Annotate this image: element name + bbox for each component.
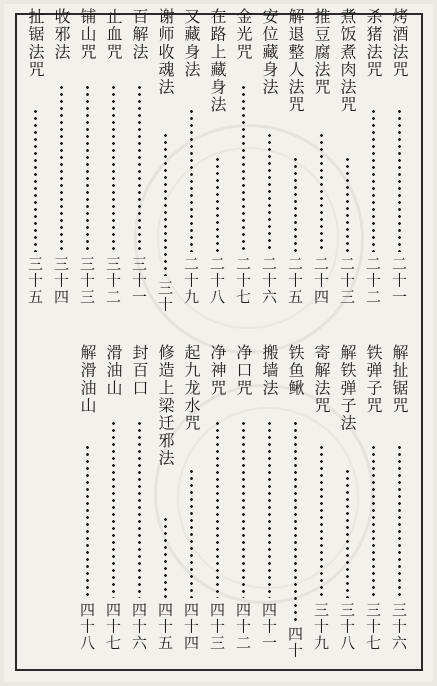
toc-entry-page-number: 四十四 xyxy=(182,602,200,652)
toc-entry-title: 百解法 xyxy=(130,8,149,61)
toc-entry[interactable] xyxy=(361,344,385,674)
toc-entry-title: 烤酒法咒 xyxy=(390,8,409,79)
toc-entry-page-number: 四十二 xyxy=(234,602,252,652)
toc-entry[interactable] xyxy=(127,344,151,674)
toc-entry-page-number: 二十五 xyxy=(286,256,304,306)
toc-entry[interactable] xyxy=(179,8,203,328)
toc-entry[interactable] xyxy=(153,344,177,674)
toc-entry[interactable] xyxy=(309,8,333,328)
toc-entry[interactable] xyxy=(335,8,359,328)
toc-entry-title: 杀猪法咒 xyxy=(364,8,383,79)
toc-entry-title: 止血咒 xyxy=(104,8,123,61)
toc-entry[interactable] xyxy=(127,8,151,328)
toc-entry-page-number: 三十九 xyxy=(312,602,330,652)
dot-leader xyxy=(242,84,245,252)
toc-entry[interactable] xyxy=(309,344,333,674)
dot-leader xyxy=(164,516,167,598)
dot-leader xyxy=(242,420,245,598)
toc-entry[interactable] xyxy=(205,344,229,674)
toc-entry[interactable] xyxy=(179,344,203,674)
dot-leader xyxy=(398,444,401,598)
toc-entry-page-number: 三十七 xyxy=(364,602,382,652)
toc-entry[interactable] xyxy=(335,344,359,674)
toc-entry-title: 金光咒 xyxy=(234,8,253,61)
toc-entry-title: 修造上梁迁邪法 xyxy=(156,344,175,468)
dot-leader xyxy=(294,420,297,622)
dot-leader xyxy=(398,108,401,252)
toc-entry[interactable] xyxy=(283,8,307,328)
toc-entry[interactable] xyxy=(231,8,255,328)
toc-entry-title: 安位藏身法 xyxy=(260,8,279,96)
toc-entry[interactable] xyxy=(205,8,229,328)
toc-entry-title: 解退整人法咒 xyxy=(286,8,305,114)
dot-leader xyxy=(60,84,63,252)
toc-entry-title: 推豆腐法咒 xyxy=(312,8,331,96)
toc-entry-page-number: 三十 xyxy=(156,280,174,313)
toc-entry-page-number: 四十三 xyxy=(208,602,226,652)
toc-entry[interactable] xyxy=(23,8,47,328)
toc-entry-page-number: 三十五 xyxy=(26,256,44,306)
toc-entry-title: 滑油山 xyxy=(104,344,123,397)
toc-entry-title: 谢师收魂法 xyxy=(156,8,175,96)
toc-entry-page-number: 二十二 xyxy=(364,256,382,306)
toc-entry-page-number: 二十三 xyxy=(338,256,356,306)
dot-leader xyxy=(164,132,167,276)
toc-entry[interactable] xyxy=(101,8,125,328)
dot-leader xyxy=(320,444,323,598)
toc-entry[interactable] xyxy=(257,344,281,674)
toc-entry-page-number: 三十六 xyxy=(390,602,408,652)
dot-leader xyxy=(294,156,297,252)
toc-entry[interactable] xyxy=(101,344,125,674)
dot-leader xyxy=(216,156,219,252)
toc-entry-page-number: 二十八 xyxy=(208,256,226,306)
toc-entry[interactable] xyxy=(257,8,281,328)
toc-entry-title: 扯锯法咒 xyxy=(26,8,45,79)
toc-entry-title: 搬墙法 xyxy=(260,344,279,397)
toc-entry[interactable] xyxy=(75,8,99,328)
dot-leader xyxy=(112,420,115,598)
toc-entry-page-number: 二十九 xyxy=(182,256,200,306)
toc-entry-title: 铁鱼鳅 xyxy=(286,344,305,397)
dot-leader xyxy=(138,84,141,252)
toc-entry-page-number: 四十五 xyxy=(156,602,174,652)
toc-entry[interactable] xyxy=(75,344,99,674)
toc-entry-title: 解铁弹子法 xyxy=(338,344,357,432)
dot-leader xyxy=(112,84,115,252)
toc-entry-page-number: 四十 xyxy=(286,626,304,659)
toc-entry-title: 起九龙水咒 xyxy=(182,344,201,432)
toc-entry-page-number: 三十一 xyxy=(130,256,148,306)
toc-entry-page-number: 二十七 xyxy=(234,256,252,306)
toc-entry[interactable] xyxy=(387,8,411,328)
toc-entry-title: 解扯锯咒 xyxy=(390,344,409,415)
dot-leader xyxy=(268,132,271,252)
dot-leader xyxy=(372,444,375,598)
dot-leader xyxy=(86,84,89,252)
dot-leader xyxy=(86,444,89,598)
toc-entry-page-number: 四十七 xyxy=(104,602,122,652)
toc-entry[interactable] xyxy=(49,8,73,328)
toc-entry-page-number: 三十三 xyxy=(78,256,96,306)
toc-entry-title: 净神咒 xyxy=(208,344,227,397)
toc-entry-page-number: 四十一 xyxy=(260,602,278,652)
toc-entry-title: 净口咒 xyxy=(234,344,253,397)
toc-entry-page-number: 三十二 xyxy=(104,256,122,306)
toc-entry[interactable] xyxy=(231,344,255,674)
toc-entry-title: 又藏身法 xyxy=(182,8,201,79)
toc-entry-page-number: 三十四 xyxy=(52,256,70,306)
toc-entry-title: 寄解法咒 xyxy=(312,344,331,415)
toc-entry-page-number: 三十八 xyxy=(338,602,356,652)
dot-leader xyxy=(372,108,375,252)
dot-leader xyxy=(190,108,193,252)
dot-leader xyxy=(34,108,37,252)
dot-leader xyxy=(190,468,193,598)
toc-entry[interactable] xyxy=(153,8,177,328)
toc-entry-title: 煮饭煮肉法咒 xyxy=(338,8,357,114)
toc-entry-title: 铁弹子咒 xyxy=(364,344,383,415)
toc-entry-page-number: 二十四 xyxy=(312,256,330,306)
dot-leader xyxy=(268,420,271,598)
toc-entry-title: 封百口 xyxy=(130,344,149,397)
toc-entry-title: 在路上藏身法 xyxy=(208,8,227,114)
toc-entry-title: 收邪法 xyxy=(52,8,71,61)
book-page xyxy=(4,4,433,682)
toc-entry-title: 解滑油山 xyxy=(78,344,97,415)
toc-entry[interactable] xyxy=(387,344,411,674)
toc-entry-page-number: 四十六 xyxy=(130,602,148,652)
toc-entry-title: 铺山咒 xyxy=(78,8,97,61)
toc-entry[interactable] xyxy=(283,344,307,674)
dot-leader xyxy=(346,468,349,598)
dot-leader xyxy=(216,420,219,598)
toc-entry-page-number: 二十六 xyxy=(260,256,278,306)
toc-entry[interactable] xyxy=(361,8,385,328)
dot-leader xyxy=(138,420,141,598)
toc-entry-page-number: 二十一 xyxy=(390,256,408,306)
dot-leader xyxy=(346,156,349,252)
dot-leader xyxy=(320,132,323,252)
toc-entry-page-number: 四十八 xyxy=(78,602,96,652)
